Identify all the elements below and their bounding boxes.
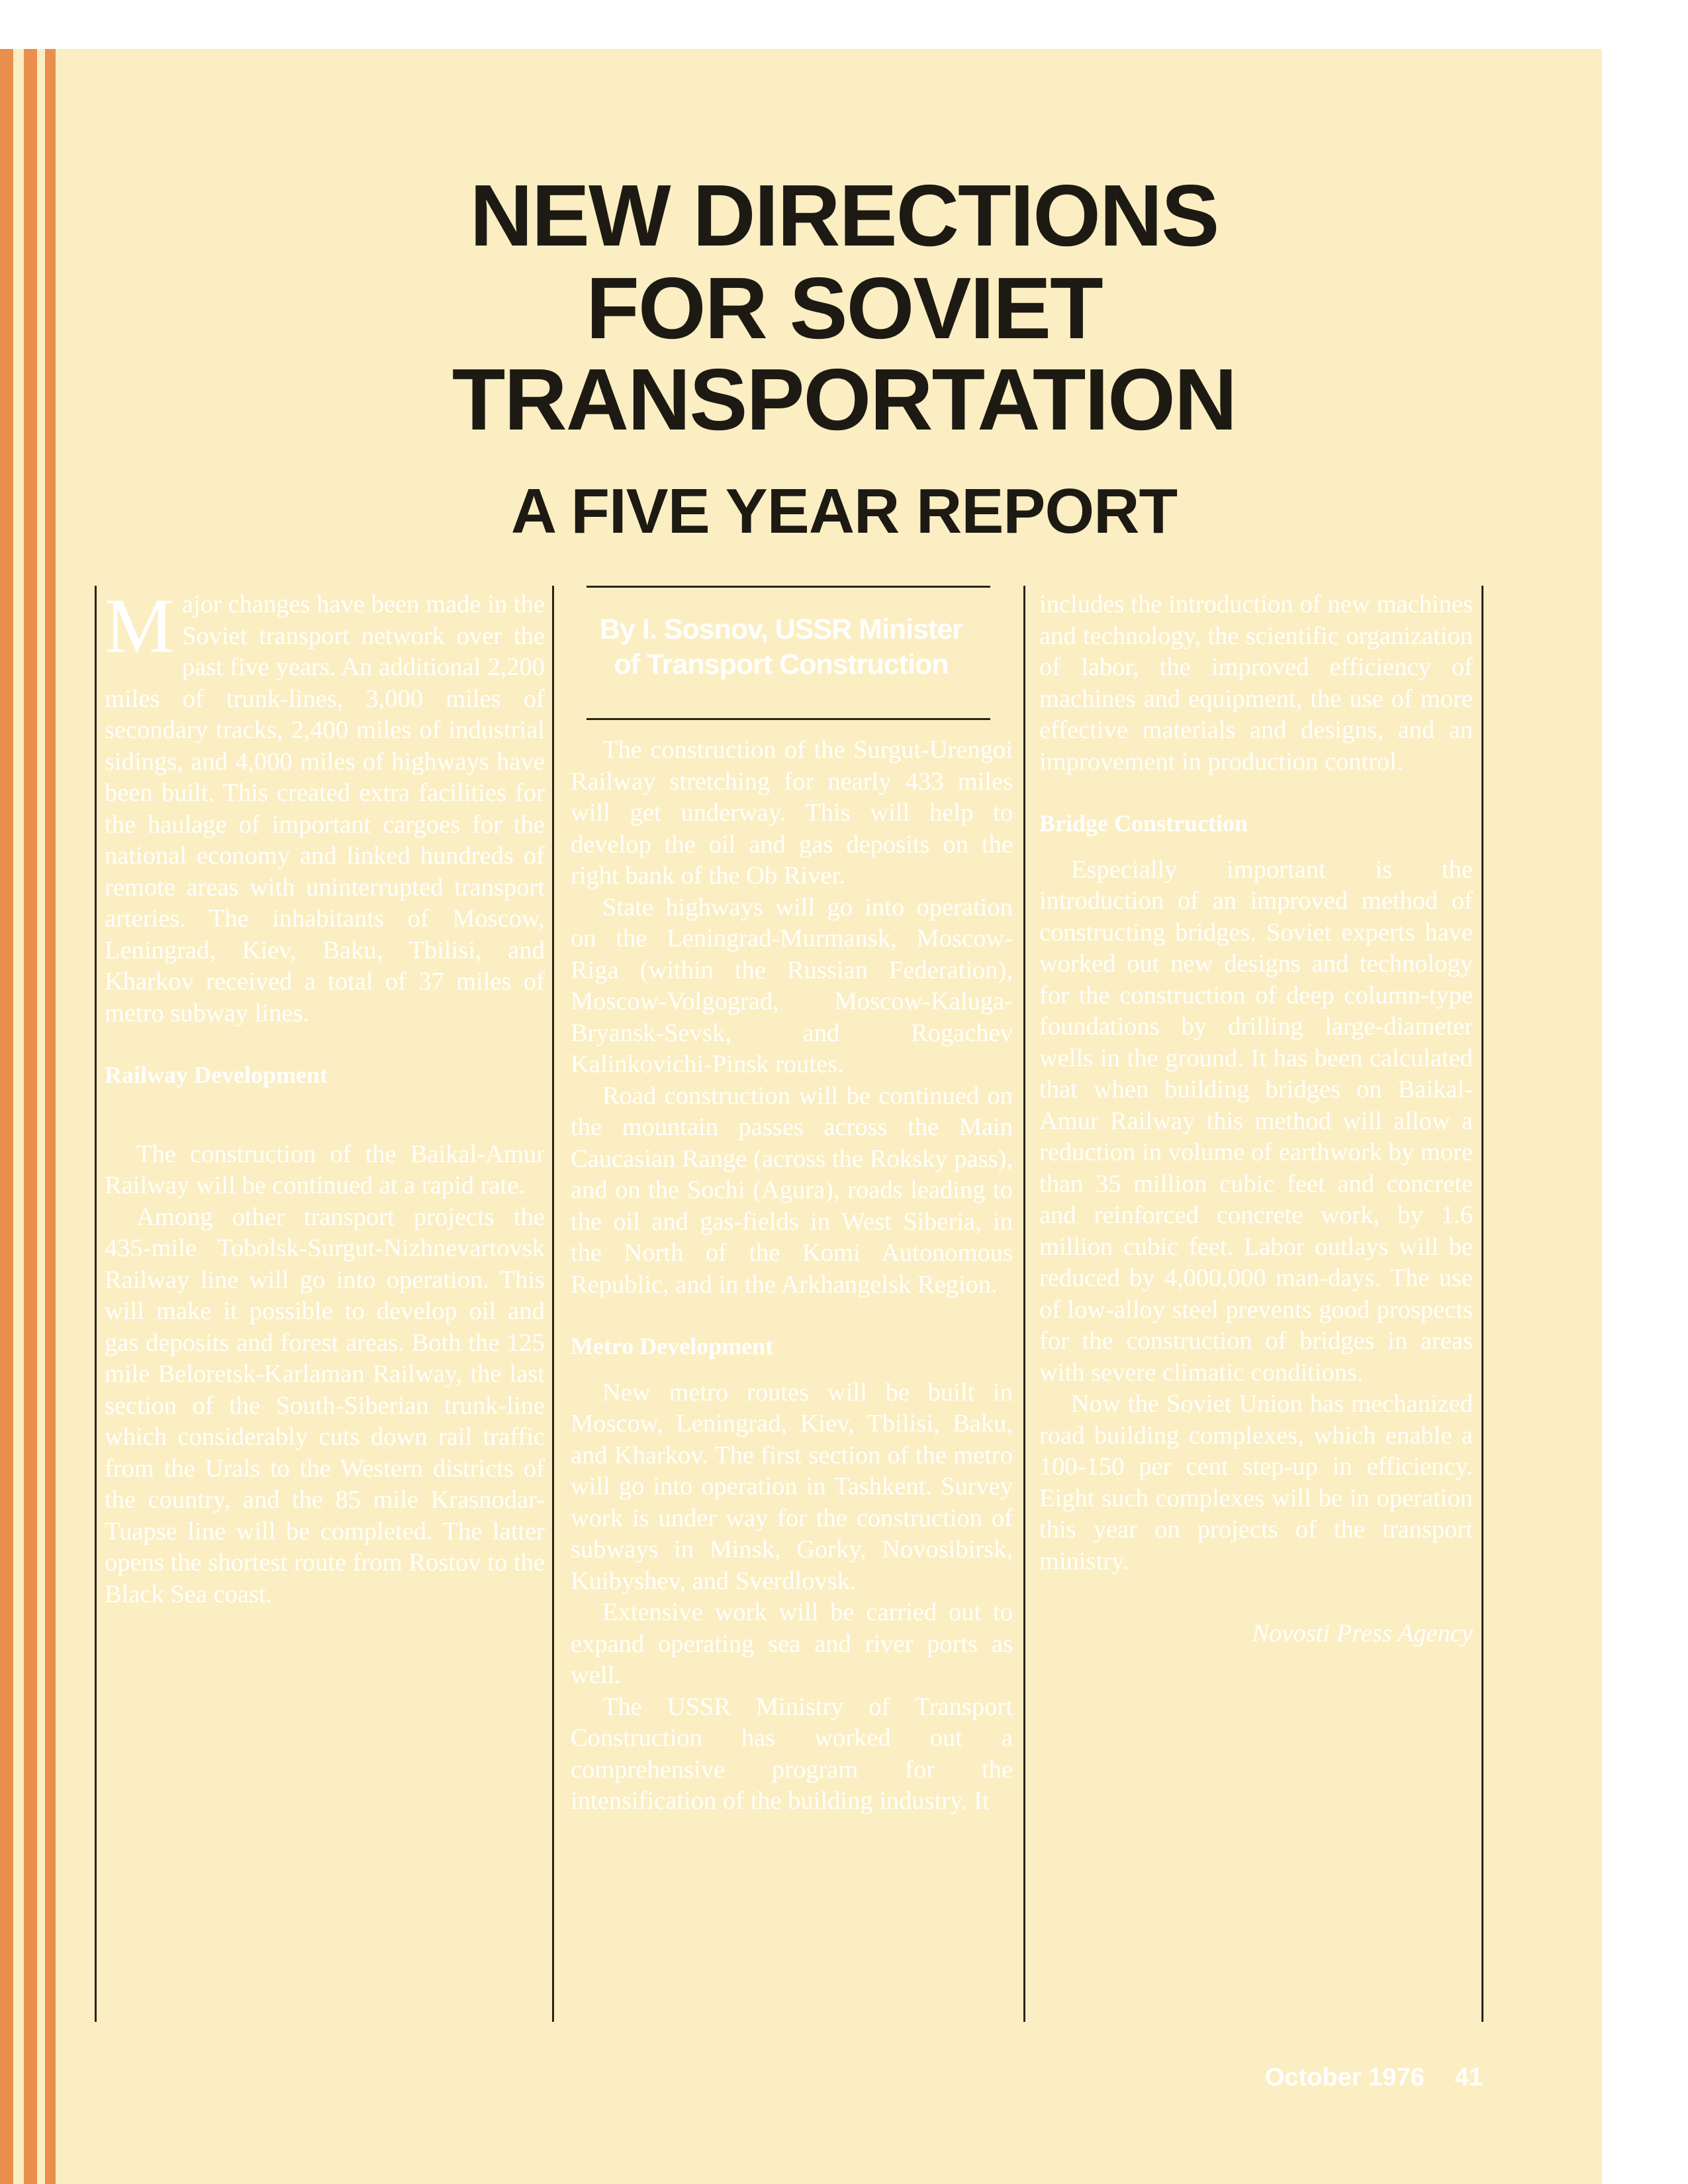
- column-2: [571, 735, 1013, 1817]
- heading-bridge-construction: Bridge Construction: [1039, 810, 1248, 837]
- column-rule-right: [1481, 586, 1483, 2022]
- column-rule-center-right: [1023, 586, 1025, 2022]
- paragraph: Among other transport projects the 435-mile Tobolsk-Surgut-Nizhnevartovsk Railway line will go into operation. This will make it possible to develop oil and gas deposits and forest areas. Both the 125 mile Beloretsk-Karlaman Railway, the last section of the South-Siberian trunk-line which considerably cuts down rail traffic from the Urals to the Western districts of the country, and the 85 mile Krasnodar-Tuapse line will be completed. The latter opens the shortest route from Rostov to the Black Sea coast.: [105, 1203, 545, 1608]
- paragraph: Especially important is the introduction of an improved method of constructing bridges. Soviet experts have worked out new designs and technology for the construction of deep column-type foundations by drilling large-diameter wells in the ground. It has been calculated that when building bridges on Baikal-Amur Railway this method will allow a reduction in volume of earthwork by more than 35 million cubic feet and concrete and reinforced concrete work, by 1.6 million cubic feet. Labor outlays will be reduced by 4,000,000 man-days. The use of low-alloy steel prevents good prospects for the construction of bridges in areas with severe climatic conditions.: [1039, 855, 1473, 1387]
- paragraph: Road construction will be continued on the mountain passes across the Main Caucasian Range (across the Roksky pass), and on the Sochi (Agura), roads leading to the oil and gas-fields in West Siberia, in the North of the Komi Autonomous Republic, and in the Arkhangelsk Region.: [571, 1081, 1013, 1298]
- paragraph: State highways will go into operation on the Leningrad-Murmansk, Moscow-Riga (within the Russian Federation), Moscow-Volgograd, Moscow-Kaluga-Bryansk-Sevsk, and Rogachev Kalinkovichi-Pinsk routes.: [571, 893, 1013, 1078]
- intro-paragraph: [105, 582, 545, 1029]
- paragraph: The construction of the Surgut-Urengoi Railway stretching for nearly 433 miles will get underway. This will help to develop the oil and gas deposits on the right bank of the Ob River.: [571, 736, 1013, 889]
- paragraph: Now the Soviet Union has mechanized road building complexes, which enable a 100-150 per cent step-up in efficiency. Eight such complexes will be in operation this year on projects of the transport ministry.: [1039, 1390, 1473, 1575]
- paragraph: The construction of the Baikal-Amur Railway will be continued at a rapid rate.: [105, 1140, 545, 1199]
- column-rule-left: [95, 586, 97, 2022]
- issue-date: October 1976: [1264, 2064, 1425, 2091]
- headline-line-2: FOR SOVIET: [586, 259, 1102, 357]
- column-1: [105, 582, 545, 1610]
- paragraph: The USSR Ministry of Transport Construction has worked out a comprehensive program for the intensification of the building industry. It: [571, 1692, 1013, 1815]
- drop-cap: M: [105, 582, 174, 669]
- headline-line-3: TRANSPORTATION: [451, 351, 1237, 448]
- intro-text: ajor changes have been made in the Soviet transport network over the past five years. An additional 2,200 miles of trunk-lines, 3,000 miles of secondary tracks, 2,400 miles of industrial sidings, and 4,000 miles of highways have been built. This created extra facilities for the haulage of important cargoes for the national economy and linked hundreds of remote areas with uninterrupted transport arteries. The inhabitants of Moscow, Leningrad, Kiev, Baku, Tbilisi, and Kharkov received a total of 37 miles of metro subway lines.: [105, 590, 545, 1027]
- source-credit: Novosti Press Agency: [1252, 1619, 1473, 1647]
- column-rule-center-left: [552, 586, 554, 2022]
- page-footer: [1218, 2064, 1483, 2092]
- subtitle: A FIVE YEAR REPORT: [510, 476, 1178, 547]
- heading-metro-development: Metro Development: [571, 1333, 774, 1359]
- heading-railway-development: Railway Development: [105, 1062, 328, 1088]
- byline-line-1: By I. Sosnov, USSR Minister: [599, 614, 963, 645]
- page-number: 41: [1454, 2064, 1483, 2091]
- byline-line-2: of Transport Construction: [614, 649, 949, 680]
- paragraph: New metro routes will be built in Moscow, Leningrad, Kiev, Tbilisi, Baku, and Kharkov. The first section of the metro will go into operation in Tashkent. Survey work is under way for the construction of subways in Minsk, Gorky, Novosibirsk, Kuibyshev, and Sverdlovsk.: [571, 1378, 1013, 1595]
- byline-rule-top: [586, 586, 990, 588]
- column-3: [1039, 589, 1473, 1650]
- headline-line-1: NEW DIRECTIONS: [469, 167, 1219, 264]
- paragraph: Extensive work will be carried out to expand operating sea and river ports as well.: [571, 1598, 1013, 1689]
- top-margin: [0, 0, 1688, 49]
- byline-rule-bottom: [586, 718, 990, 720]
- byline: [596, 612, 966, 682]
- paragraph: includes the introduction of new machines and technology, the scientific organization of labor, the improved efficiency of machines and equipment, the use of more effective materials and designs, and an improvement in production control.: [1039, 590, 1473, 776]
